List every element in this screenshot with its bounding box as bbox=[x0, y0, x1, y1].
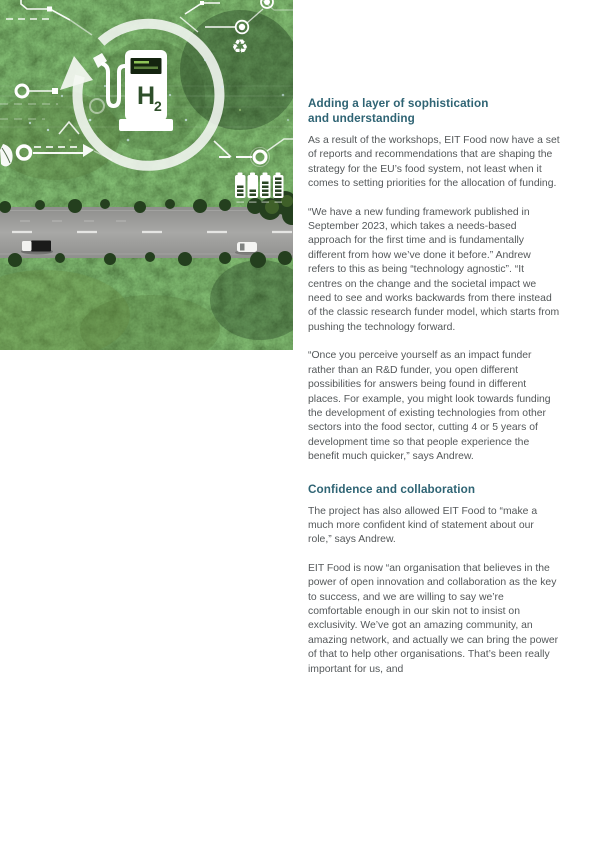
paragraph: “Once you perceive yourself as an impact funder rather than an R&D funder, you open different possibilities for answers being found in different places. For example, you might look towards funding the development of existing technologies from other sectors into the food sector, cutting 4 or 5 years of development time so that people experience the benefit much quicker,” says Andrew. bbox=[308, 350, 551, 463]
paragraph: EIT Food is now “an organisation that believes in the power of open innovation and collaboration as the key to success, and we are willing to say we’re comfortable enough in our skin not to insist on exclusivity. We’ve got an amazing community, an amazing network, and actually we can bring the power of that to help other organisations. That’s been really important for us, and bbox=[308, 562, 559, 675]
h2-label-sub: 2 bbox=[154, 98, 162, 114]
circuit-node-icon bbox=[47, 7, 52, 12]
section-heading: Confidence and collaboration bbox=[308, 482, 476, 496]
pump-screen bbox=[131, 58, 162, 74]
heading-line: and understanding bbox=[308, 112, 415, 125]
truck bbox=[21, 241, 53, 255]
heading-line: Adding a layer of sophistication bbox=[308, 97, 489, 110]
section-heading bbox=[308, 96, 560, 126]
article-column bbox=[308, 96, 560, 691]
paragraph: As a result of the workshops, EIT Food now have a set of reports and recommendations that are shaping the strategy for the EU’s food system, not least when it comes to setting priorities for the allocation of funding. bbox=[308, 135, 560, 190]
recycle-icon: ♻ bbox=[231, 36, 249, 58]
circuit-node-icon bbox=[200, 1, 204, 5]
h2-label: H bbox=[137, 82, 156, 110]
circuit-node-icon bbox=[52, 88, 58, 94]
paragraph: The project has also allowed EIT Food to “make a much more confident kind of statement about our role,” says Andrew. bbox=[308, 505, 538, 546]
hero-illustration bbox=[0, 0, 293, 350]
hero-image bbox=[0, 0, 293, 350]
paragraph: “We have a new funding framework published in September 2023, which takes a needs-based approach for the first time and is fundamentally different from how we’ve done it before.” Andrew refers to this as being “technology agnostic”. “It centres on the change and the societal impact we need to see and works backwards from there instead of the classic research funder model, which starts from pushing the technology forward. bbox=[308, 206, 560, 333]
circuit-node-icon bbox=[239, 24, 245, 30]
pump-base bbox=[119, 119, 173, 131]
